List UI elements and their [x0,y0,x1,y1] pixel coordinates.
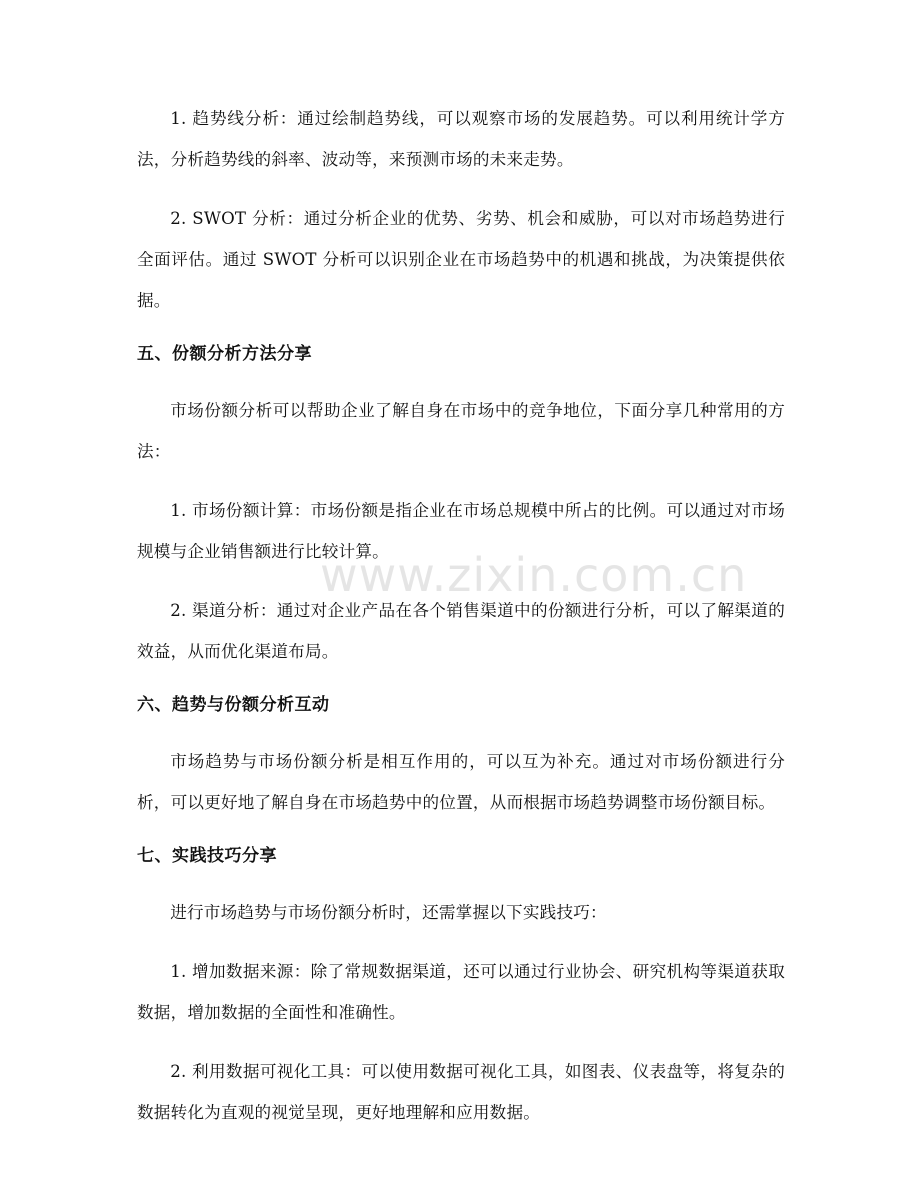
paragraph-tips-intro: 进行市场趋势与市场份额分析时，还需掌握以下实践技巧： [170,903,607,922]
paragraph-share-intro: 市场份额分析可以帮助企业了解自身在市场中的竞争地位，下面分享几种常用的方法： [137,401,785,461]
paragraph-trendline-analysis: 1. 趋势线分析：通过绘制趋势线，可以观察市场的发展趋势。可以利用统计学方法，分析趋势线的斜率、波动等，来预测市场的未来走势。 [137,109,785,169]
section-heading-share-methods: 五、份额分析方法分享 [137,344,312,364]
paragraph-share-calculation: 1. 市场份额计算：市场份额是指企业在市场总规模中所占的比例。可以通过对市场规模与企业销售额进行比较计算。 [137,501,785,561]
paragraph-swot-analysis: 2. SWOT 分析：通过分析企业的优势、劣势、机会和威胁，可以对市场趋势进行全面评估。通过 SWOT 分析可以识别企业在市场趋势中的机遇和挑战，为决策提供依据。 [137,209,785,310]
section-heading-practice-tips: 七、实践技巧分享 [137,846,277,866]
paragraph-interaction: 市场趋势与市场份额分析是相互作用的，可以互为补充。通过对市场份额进行分析，可以更好地了解自身在市场趋势中的位置，从而根据市场趋势调整市场份额目标。 [137,752,785,812]
paragraph-channel-analysis: 2. 渠道分析：通过对企业产品在各个销售渠道中的份额进行分析，可以了解渠道的效益，从而优化渠道布局。 [137,601,785,661]
watermark-text: www.zixin.com.cn [320,548,748,602]
document-body [137,98,785,1151]
paragraph-tip-data-sources: 1. 增加数据来源：除了常规数据渠道，还可以通过行业协会、研究机构等渠道获取数据，增加数据的全面性和准确性。 [137,962,785,1022]
paragraph-tip-visualization: 2. 利用数据可视化工具：可以使用数据可视化工具，如图表、仪表盘等，将复杂的数据转化为直观的视觉呈现，更好地理解和应用数据。 [137,1062,785,1122]
section-heading-interaction: 六、趋势与份额分析互动 [137,695,330,715]
